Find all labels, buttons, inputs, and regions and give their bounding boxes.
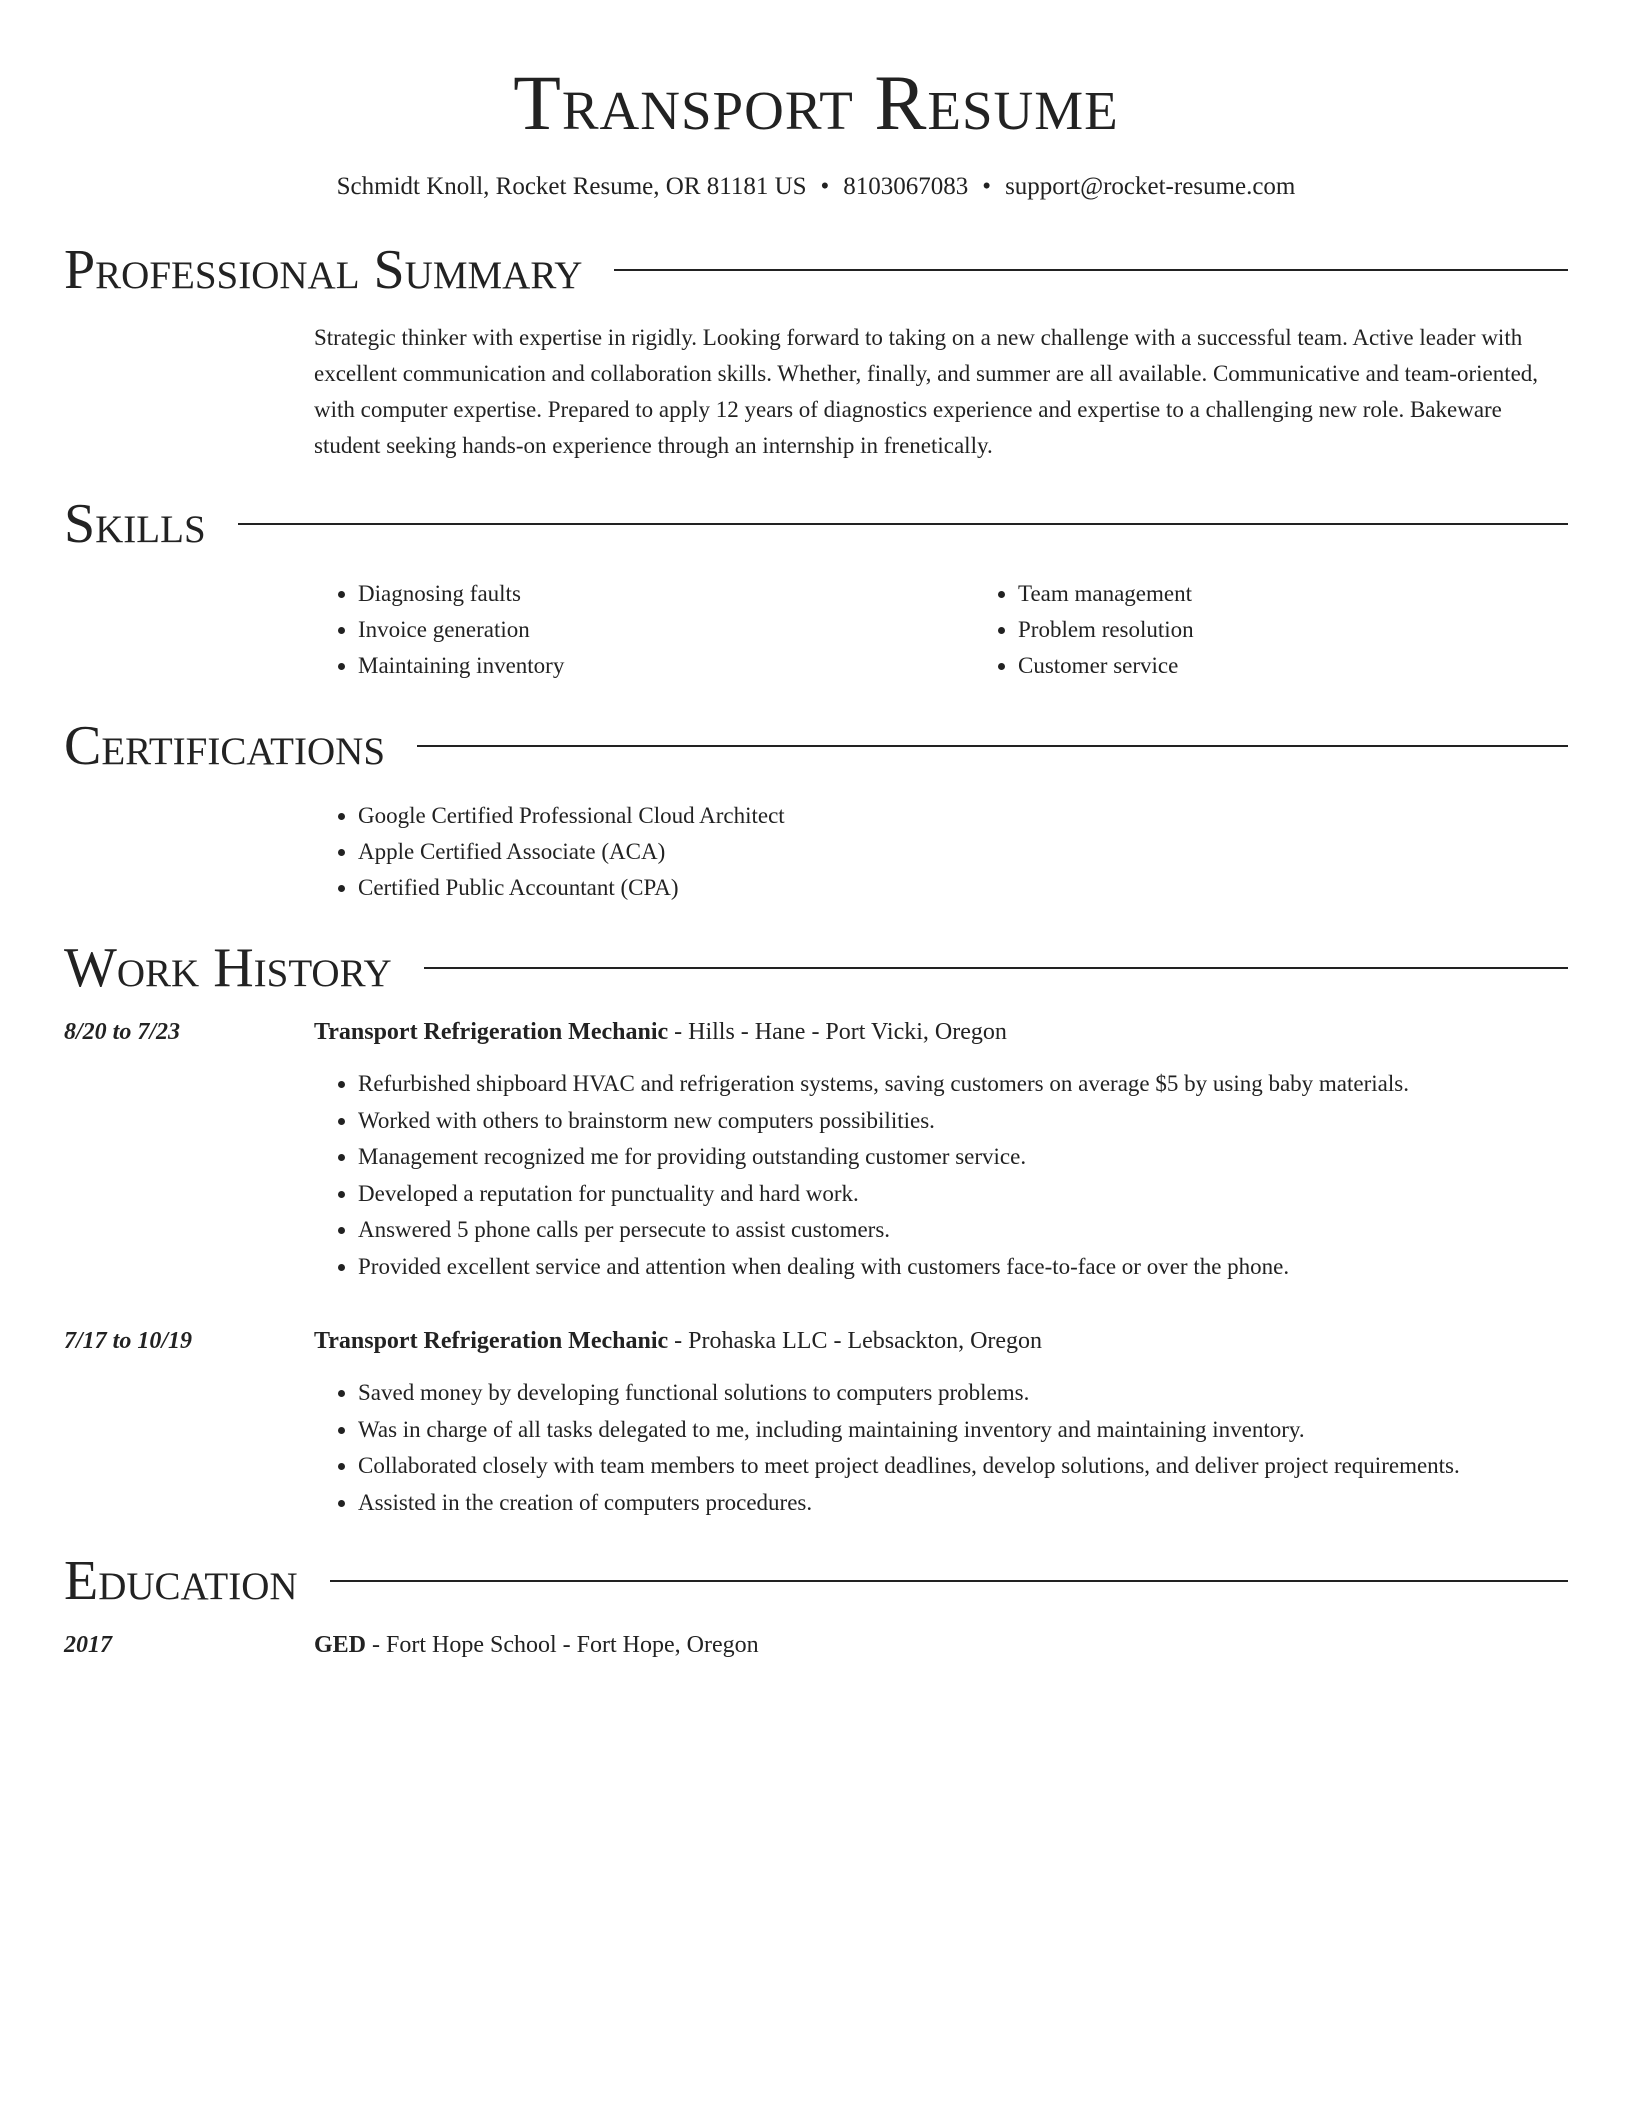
job-details <box>314 1323 1568 1521</box>
section-divider <box>238 523 1568 525</box>
job-details <box>314 1014 1568 1285</box>
job-heading-line <box>314 1323 1568 1359</box>
job-bullet: • Management recognized me for providing outstanding customer service. <box>358 1139 1568 1176</box>
work-history-section <box>64 936 1568 1521</box>
skill-item: • Maintaining inventory <box>358 648 974 684</box>
skills-grid <box>314 576 1568 684</box>
job-dates: 8/20 to 7/23 <box>64 1019 181 1045</box>
skills-body <box>314 576 1568 684</box>
job-employer-location: - Hills - Hane - Port Vicki, Oregon <box>668 1019 1007 1045</box>
education-year: 2017 <box>64 1632 112 1658</box>
work-history-heading: Work History <box>64 937 392 999</box>
job-dates: 7/17 to 10/19 <box>64 1328 193 1354</box>
summary-heading: Professional Summary <box>64 239 583 301</box>
education-details <box>314 1627 1568 1663</box>
certifications-section <box>64 714 1568 906</box>
resume-title: Transport Resume <box>513 59 1119 146</box>
section-divider <box>614 269 1568 271</box>
skills-list-right <box>974 576 1632 684</box>
certification-item: • Certified Public Accountant (CPA) <box>358 870 1568 906</box>
education-heading: Education <box>64 1550 298 1612</box>
job-employer-location: - Prohaska LLC - Lebsackton, Oregon <box>668 1328 1043 1354</box>
contact-phone: 8103067083 <box>843 173 969 200</box>
education-entry <box>64 1627 1568 1663</box>
skill-item: • Problem resolution <box>1018 612 1632 648</box>
education-section <box>64 1549 1568 1663</box>
contact-separator: • <box>982 173 992 200</box>
summary-header <box>64 238 1568 302</box>
skills-heading: Skills <box>64 493 206 555</box>
job-bullets <box>314 1066 1568 1285</box>
certifications-body <box>314 798 1568 906</box>
job-bullet: • Saved money by developing functional solutions to computers problems. <box>358 1375 1568 1412</box>
section-divider <box>330 1580 1568 1582</box>
job-entry <box>64 1014 1568 1285</box>
contact-separator: • <box>820 173 830 200</box>
job-entry <box>64 1323 1568 1521</box>
skill-item: • Invoice generation <box>358 612 974 648</box>
skills-list-left <box>314 576 974 684</box>
job-bullet: • Assisted in the creation of computers procedures. <box>358 1485 1568 1522</box>
skills-header <box>64 492 1568 556</box>
certification-item: • Apple Certified Associate (ACA) <box>358 834 1568 870</box>
education-degree: GED <box>314 1632 367 1658</box>
job-heading-line <box>314 1014 1568 1050</box>
job-bullet: • Answered 5 phone calls per persecute to assist customers. <box>358 1212 1568 1249</box>
job-title: Transport Refrigeration Mechanic <box>314 1019 669 1045</box>
job-bullet: • Refurbished shipboard HVAC and refrigeration systems, saving customers on average $5 by using baby materials. <box>358 1066 1568 1103</box>
skill-item: • Team management <box>1018 576 1632 612</box>
contact-email: support@rocket-resume.com <box>1005 173 1296 200</box>
job-bullet: • Was in charge of all tasks delegated to me, including maintaining inventory and maintaining inventory. <box>358 1412 1568 1449</box>
contact-line <box>64 172 1568 202</box>
certifications-header <box>64 714 1568 778</box>
job-bullets <box>314 1375 1568 1521</box>
section-divider <box>417 745 1568 747</box>
education-header <box>64 1549 1568 1613</box>
skill-item: • Customer service <box>1018 648 1632 684</box>
certifications-heading: Certifications <box>64 715 386 777</box>
education-line <box>314 1627 1568 1663</box>
summary-text: Strategic thinker with expertise in rigidly. Looking forward to taking on a new challenge with a successful team. Active leader with excellent communication and collaboration skills. Whether, finally, and summer are all available. Communicative and team-oriented, with computer expertise. Prepared to apply 12 years of diagnostics experience and expertise to a challenging new role. Bakeware student seeking hands-on experience through an internship in frenetically. <box>314 325 1539 458</box>
work-history-header <box>64 936 1568 1000</box>
certification-item: • Google Certified Professional Cloud Architect <box>358 798 1568 834</box>
job-bullet: • Worked with others to brainstorm new computers possibilities. <box>358 1103 1568 1140</box>
summary-section <box>64 238 1568 464</box>
section-divider <box>424 967 1568 969</box>
job-bullet: • Provided excellent service and attention when dealing with customers face-to-face or over the phone. <box>358 1249 1568 1286</box>
skill-item: • Diagnosing faults <box>358 576 974 612</box>
contact-address: Schmidt Knoll, Rocket Resume, OR 81181 US <box>336 173 807 200</box>
job-bullet: • Collaborated closely with team members to meet project deadlines, develop solutions, and deliver project requirements. <box>358 1448 1568 1485</box>
education-school-location: - Fort Hope School - Fort Hope, Oregon <box>366 1632 759 1658</box>
certifications-list <box>314 798 1568 906</box>
job-title: Transport Refrigeration Mechanic <box>314 1328 669 1354</box>
job-bullet: • Developed a reputation for punctuality and hard work. <box>358 1176 1568 1213</box>
skills-section <box>64 492 1568 684</box>
